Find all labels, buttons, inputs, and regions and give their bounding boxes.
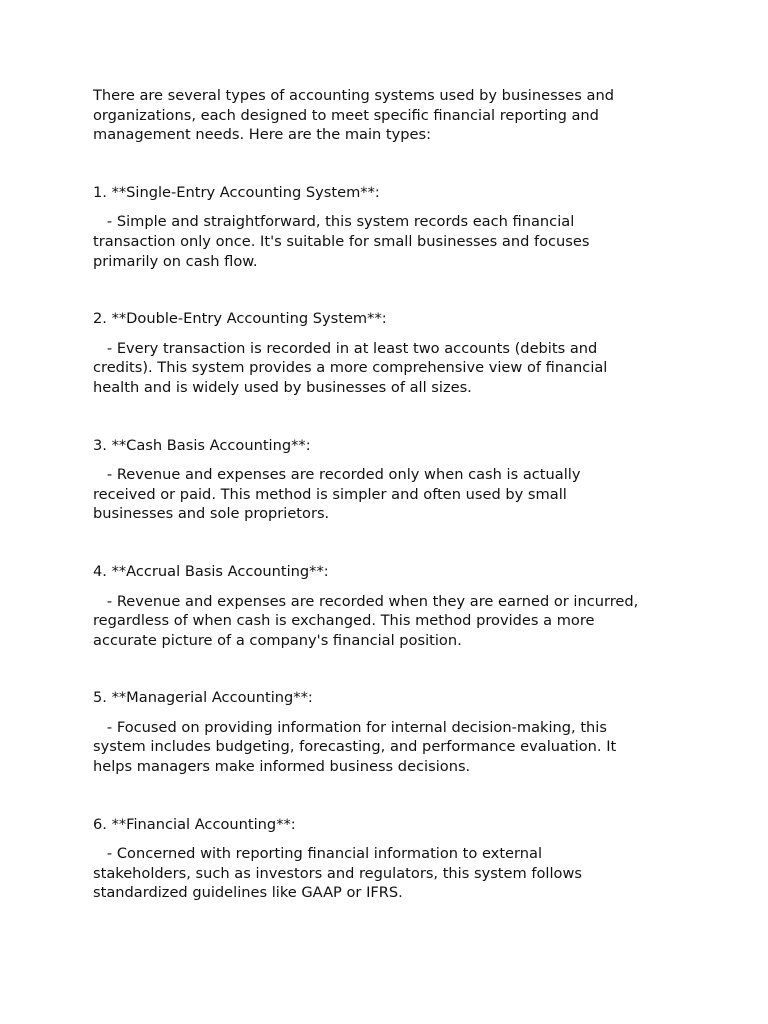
section-heading: 4. **Accrual Basis Accounting**:	[93, 562, 329, 580]
section-body: - Revenue and expenses are recorded only when cash is actually received or paid. This method is simpler and often used by small businesses and sole proprietors.	[93, 466, 581, 523]
document-page	[93, 86, 693, 941]
section-heading: 1. **Single-Entry Accounting System**:	[93, 183, 380, 201]
section-cash-basis	[93, 436, 693, 524]
section-heading: 2. **Double-Entry Accounting System**:	[93, 310, 387, 328]
section-managerial	[93, 688, 693, 776]
section-body: - Simple and straightforward, this system records each financial transaction only once. It's suitable for small businesses and focuses primarily on cash flow.	[93, 213, 590, 270]
section-heading: 3. **Cash Basis Accounting**:	[93, 436, 311, 454]
section-accrual-basis	[93, 562, 693, 650]
section-heading: 6. **Financial Accounting**:	[93, 815, 296, 833]
section-single-entry	[93, 183, 693, 271]
intro-paragraph: There are several types of accounting systems used by businesses and organizations, each designed to meet specific financial reporting and management needs. Here are the main types:	[93, 87, 614, 144]
section-body: - Concerned with reporting financial information to external stakeholders, such as investors and regulators, this system follows standardized guidelines like GAAP or IFRS.	[93, 845, 583, 902]
section-body: - Revenue and expenses are recorded when they are earned or incurred, regardless of when cash is exchanged. This method provides a more accurate picture of a company's financial position.	[93, 592, 639, 649]
section-double-entry	[93, 309, 693, 397]
section-body: - Focused on providing information for internal decision-making, this system includes budgeting, forecasting, and performance evaluation. It helps managers make informed business decisions.	[93, 718, 617, 776]
section-financial	[93, 815, 693, 903]
section-heading: 5. **Managerial Accounting**:	[93, 689, 313, 707]
section-body: - Every transaction is recorded in at least two accounts (debits and credits). This system provides a more comprehensive view of financial health and is widely used by businesses of all sizes.	[93, 339, 608, 396]
